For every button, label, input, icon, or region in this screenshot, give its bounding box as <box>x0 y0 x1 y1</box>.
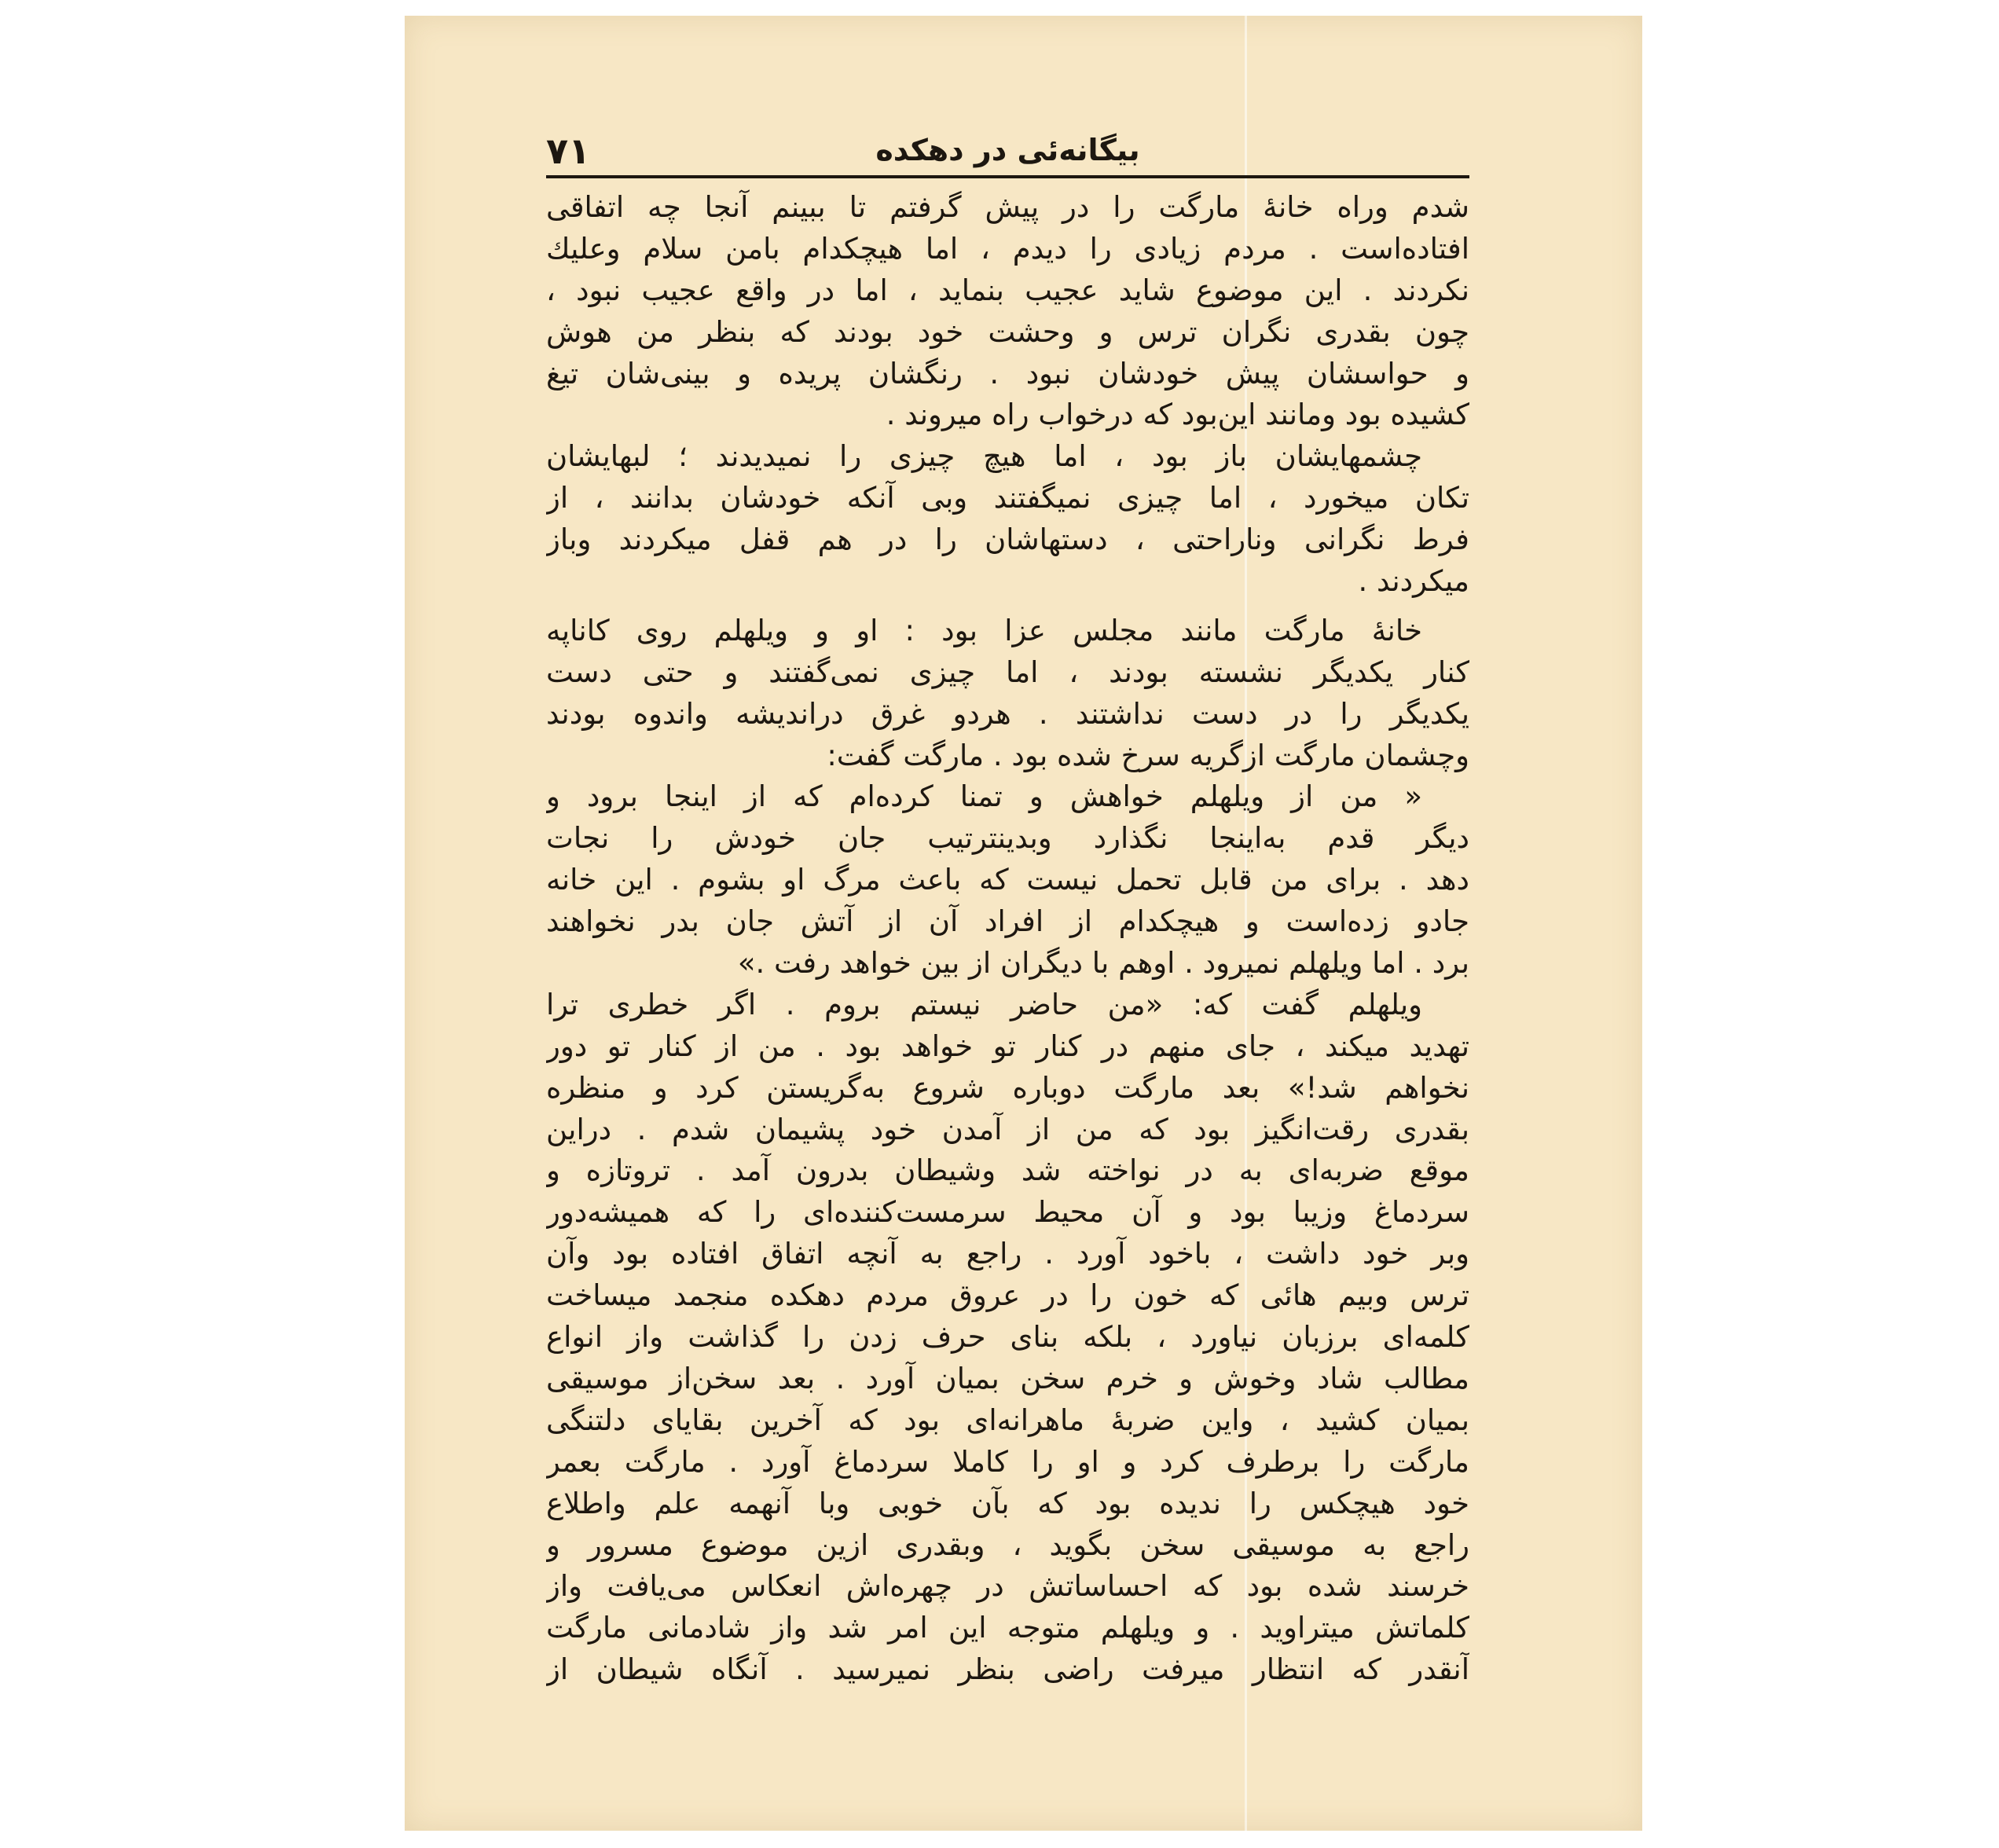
text-line: برد . اما ویلهلم نمیرود . اوهم با دیگران از بین خواهد رفت .» <box>737 946 1469 981</box>
text-line: مطالب شاد وخوش و خرم سخن بمیان آورد . بعد سخن‌از موسیقی <box>546 1361 1469 1395</box>
text-line: خود هیچکس را ندیده بود که بآن خوبی وبا آنهمه علم واطلاع <box>546 1486 1469 1520</box>
text-line: کلمه‌ای برزبان نیاورد ، بلکه بنای حرف زدن را گذاشت واز انواع <box>546 1320 1469 1355</box>
book-page <box>405 16 1642 1831</box>
text-line: افتاده‌است . مردم زیادی را دیدم ، اما هیچکدام بامن سلام وعلیك <box>546 231 1469 266</box>
text-line: نخواهم شد!» بعد مارگت دوباره شروع به‌گریستن کرد و منظره <box>546 1070 1469 1105</box>
text-line: چشمهایشان باز بود ، اما هیچ چیزی را نمیدیدند ؛ لبهایشان <box>546 439 1422 474</box>
text-line: بمیان کشید ، واین ضربهٔ ماهرانه‌ای بود که آخرین بقایای دلتنگی <box>546 1402 1469 1437</box>
text-line: تکان میخورد ، اما چیزی نمیگفتند وبی آنکه خودشان بدانند ، از <box>546 481 1469 515</box>
text-line: ترس وبیم هائی که خون را در عروق مردم دهکده منجمد میساخت <box>546 1278 1469 1313</box>
text-line: میکردند . <box>1358 564 1469 599</box>
text-line: و حواسشان پیش خودشان نبود . رنگشان پریده و بینی‌شان تیغ <box>546 356 1469 390</box>
page-header <box>546 130 1469 177</box>
text-line: نکردند . این موضوع شاید عجیب بنماید ، اما در واقع عجیب نبود ، <box>546 273 1469 307</box>
text-line: مارگت را برطرف کرد و او را کاملا سردماغ آورد . مارگت بعمر <box>546 1444 1469 1479</box>
text-line: تهدید میکند ، جای منهم در کنار تو خواهد بود . من از کنار تو دور <box>546 1028 1469 1063</box>
text-line: دیگر قدم به‌اینجا نگذارد وبدینترتیب جان خودش را نجات <box>546 821 1469 856</box>
text-line: کشیده بود ومانند این‌بود که درخواب راه میروند . <box>886 398 1469 432</box>
text-line: موقع ضربه‌ای به در نواخته شد وشیطان بدرون آمد . تروتازه و <box>546 1153 1469 1188</box>
text-line: خانهٔ مارگت مانند مجلس عزا بود : او و ویلهلم روی کاناپه <box>546 613 1422 647</box>
text-line: چون بقدری نگران ترس و وحشت خود بودند که بنظر من هوش <box>546 314 1469 349</box>
text-line: خرسند شده بود که احساساتش در چهره‌اش انعکاس می‌یافت واز <box>546 1569 1469 1604</box>
text-line: کلماتش میتراوید . و ویلهلم متوجه این امر شد واز شادمانی مارگت <box>546 1611 1469 1645</box>
body-text <box>546 187 1469 1691</box>
text-line: آنقدر که انتظار میرفت راضی بنظر نمیرسید . آنگاه شیطان از <box>546 1652 1469 1687</box>
text-line: ویلهلم گفت که: «من حاضر نیستم بروم . اگر خطری ترا <box>546 987 1422 1021</box>
text-line: دهد . برای من قابل تحمل نیست که باعث مرگ او بشوم . این خانه <box>546 863 1469 897</box>
text-line: « من از ویلهلم خواهش و تمنا کرده‌ام که از اینجا برود و <box>546 779 1422 814</box>
header-rule <box>546 175 1469 178</box>
page-number: ۷۱ <box>546 130 591 172</box>
text-line: یکدیگر را در دست نداشتند . هردو غرق دراندیشه واندوه بودند <box>546 696 1469 731</box>
text-line: جادو زده‌است و هیچکدام از افراد آن از آتش جان بدر نخواهند <box>546 904 1469 939</box>
text-line: کنار یکدیگر نشسته بودند ، اما چیزی نمی‌گفتند و حتی دست <box>546 654 1469 689</box>
running-title: بیگانه‌ئی در دهکده <box>875 133 1140 167</box>
text-line: راجع به موسیقی سخن بگوید ، وبقدری ازین موضوع مسرور و <box>546 1527 1469 1562</box>
text-line: سردماغ وزیبا بود و آن محیط سرمست‌کننده‌ای را که همیشه‌دور <box>546 1195 1469 1230</box>
text-line: وچشمان مارگت ازگریه سرخ شده بود . مارگت گفت: <box>827 738 1469 772</box>
text-line: بقدری رقت‌انگیز بود که من از آمدن خود پشیمان شدم . دراین <box>546 1112 1469 1146</box>
text-line: وبر خود داشت ، باخود آورد . راجع به آنچه اتفاق افتاده بود وآن <box>546 1237 1469 1271</box>
text-line: شدم وراه خانهٔ مارگت را در پیش گرفتم تا ببینم آنجا چه اتفاقی <box>546 190 1469 224</box>
text-line: فرط نگرانی وناراحتی ، دستهاشان را در هم قفل میکردند وباز <box>546 522 1469 557</box>
